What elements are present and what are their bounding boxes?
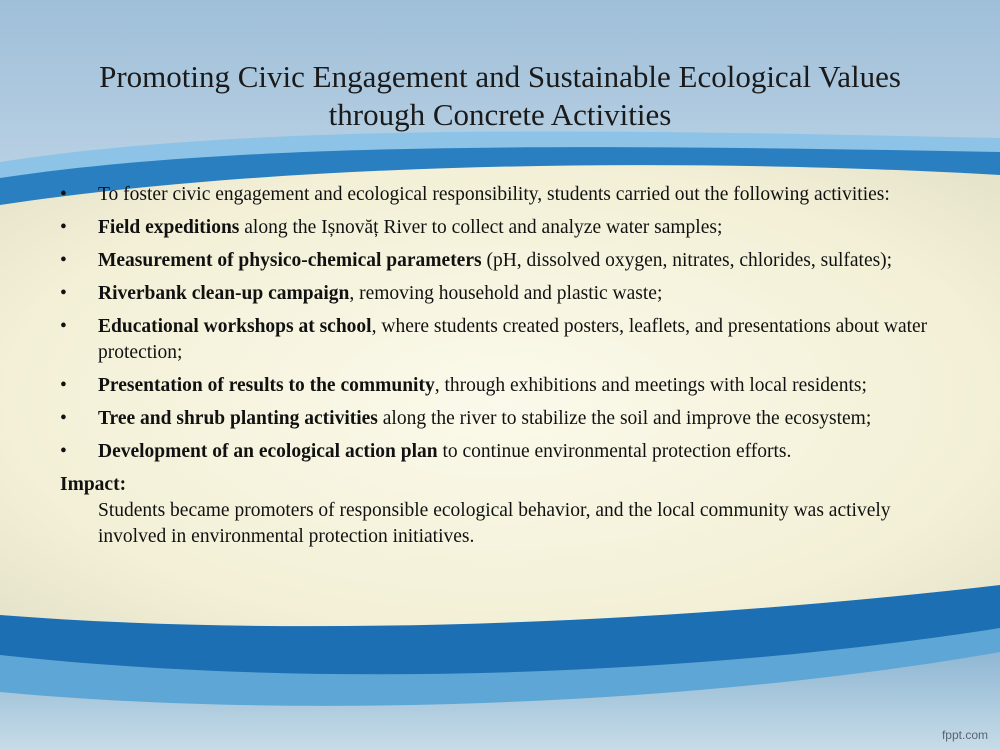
bullet-bold: Tree and shrub planting activities xyxy=(98,408,378,429)
bullet-text: , through exhibitions and meetings with local residents; xyxy=(434,375,867,396)
bullet-bold: Riverbank clean-up campaign xyxy=(98,283,350,304)
list-item xyxy=(60,248,940,274)
bullet-icon: • xyxy=(60,250,67,271)
slide-content xyxy=(60,182,940,550)
footer-credit: fppt.com xyxy=(941,728,988,742)
bullet-icon: • xyxy=(60,408,67,429)
bullet-icon: • xyxy=(60,184,67,205)
list-item xyxy=(60,215,940,241)
title-line-2: through Concrete Activities xyxy=(328,97,672,132)
bullet-icon: • xyxy=(60,375,67,396)
impact-text: Students became promoters of responsible ecological behavior, and the local community was actively involved in environmental protection initiatives. xyxy=(98,500,891,547)
bullet-text: to continue environmental protection efforts. xyxy=(437,441,792,462)
impact-heading: Impact: xyxy=(60,474,127,495)
list-item xyxy=(60,281,940,307)
bullet-bold: Educational workshops at school xyxy=(98,316,372,337)
list-item xyxy=(60,182,940,208)
list-item xyxy=(60,373,940,399)
bullet-bold: Measurement of physico-chemical parameters xyxy=(98,250,482,271)
bullet-icon: • xyxy=(60,316,67,337)
slide-title xyxy=(40,58,960,134)
bullet-icon: • xyxy=(60,217,67,238)
bullet-text: , removing household and plastic waste; xyxy=(349,283,663,304)
bullet-text: To foster civic engagement and ecological responsibility, students carried out the following activities: xyxy=(98,184,890,205)
bullet-text: , where students created posters, leaflets, and presentations about water protection; xyxy=(98,316,928,363)
list-item xyxy=(60,406,940,432)
bullet-bold: Development of an ecological action plan xyxy=(98,441,438,462)
activity-list xyxy=(60,182,940,465)
bullet-bold: Field expeditions xyxy=(98,217,240,238)
bullet-text: along the Ișnovăț River to collect and analyze water samples; xyxy=(239,217,723,238)
list-item xyxy=(60,314,940,366)
bullet-icon: • xyxy=(60,283,67,304)
bullet-icon: • xyxy=(60,441,67,462)
list-item xyxy=(60,439,940,465)
bullet-text: (pH, dissolved oxygen, nitrates, chlorides, sulfates); xyxy=(481,250,893,271)
title-line-1: Promoting Civic Engagement and Sustainable Ecological Values xyxy=(99,59,901,94)
bullet-text: along the river to stabilize the soil and improve the ecosystem; xyxy=(377,408,872,429)
bullet-bold: Presentation of results to the community xyxy=(98,375,435,396)
